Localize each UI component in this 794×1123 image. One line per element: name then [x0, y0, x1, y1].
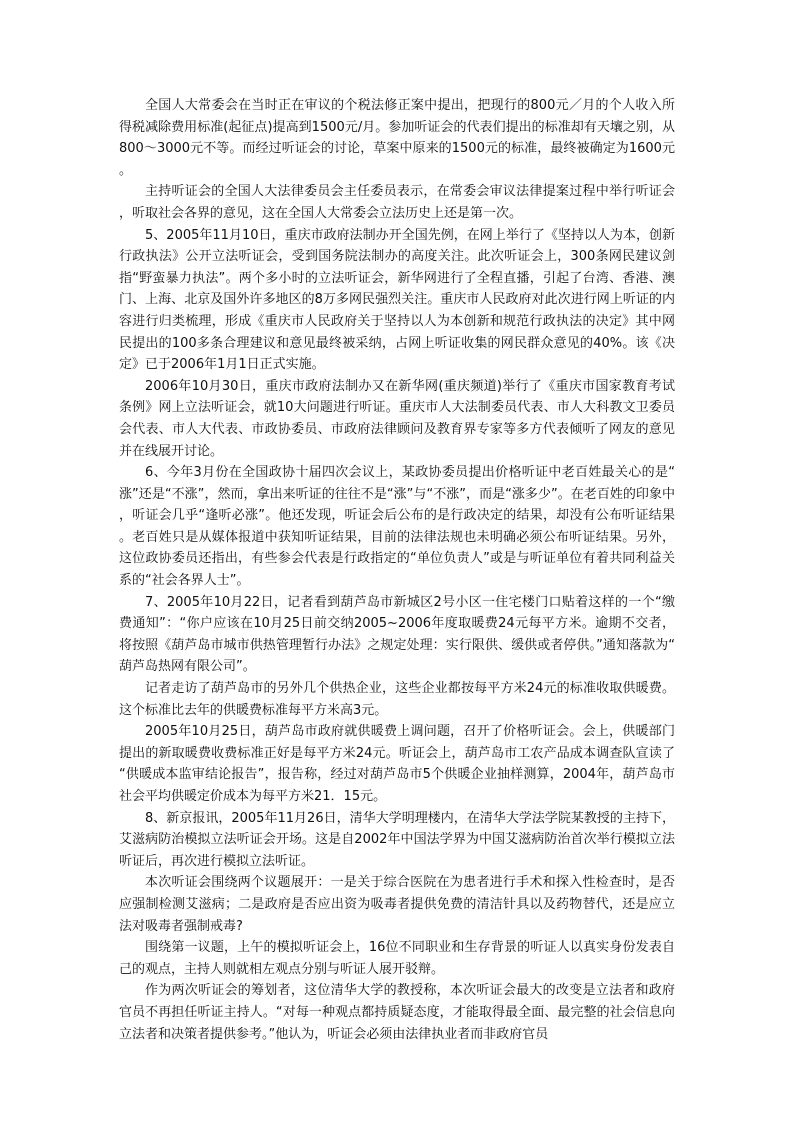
document-body	[119, 95, 675, 1045]
paragraph-10: 本次听证会围绕两个议题展开：一是关于综合医院在为患者进行手术和探入性检查时，是否应强制检测艾滋病；二是政府是否应出资为吸毒者提供免费的清洁针具以及药物替代，还是应立法对吸毒者强制戒毒?	[119, 875, 675, 934]
paragraph-5: 6、今年3月份在全国政协十届四次会议上，某政协委员提出价格听证中老百姓最关心的是“涨”还是“不涨”，然而，拿出来听证的往往不是“涨”与“不涨”，而是“涨多少”。在老百姓的印象中，听证会几乎“逢听必涨”。他还发现，听证会后公布的是行政决定的结果，却没有公布听证结果。老百姓只是从媒体报道中获知听证结果，目前的法律法规也未明确必须公布听证结果。另外，这位政协委员还指出，有些参会代表是行政指定的“单位负责人”或是与听证单位有着共同利益关系的“社会各界人士”。	[119, 465, 675, 589]
paragraph-12: 作为两次听证会的筹划者，这位清华大学的教授称，本次听证会最大的改变是立法者和政府官员不再担任听证主持人。“对每一种观点都持质疑态度，才能取得最全面、最完整的社会信息向立法者和决策者提供参考。”他认为，听证会必须由法律执业者而非政府官员	[119, 983, 675, 1042]
paragraph-9: 8、新京报讯，2005年11月26日，清华大学明理楼内，在清华大学法学院某教授的主持下，艾滋病防治模拟立法听证会开场。这是自2002年中国法学界为中国艾滋病防治首次举行模拟立法听证后，再次进行模拟立法听证。	[119, 810, 675, 869]
paragraph-4: 2006年10月30日，重庆市政府法制办又在新华网(重庆频道)举行了《重庆市国家教育考试条例》网上立法听证会，就10大问题进行听证。重庆市人大法制委员代表、市人大科教文卫委员会代表、市人大代表、市政协委员、市政府法律顾问及教育界专家等多方代表倾听了网友的意见并在线展开讨论。	[119, 378, 675, 459]
paragraph-6: 7、2005年10月22日，记者看到葫芦岛市新城区2号小区一住宅楼门口贴着这样的一个“缴费通知”：“你户应该在10月25日前交纳2005~2006年度取暖费24元每平方米。逾期不交者，将按照《葫芦岛市城市供热管理暂行办法》之规定处理：实行限供、缓供或者停供。”通知落款为“葫芦岛热网有限公司”。	[119, 594, 675, 675]
paragraph-7: 记者走访了葫芦岛市的另外几个供热企业，这些企业都按每平方米24元的标准收取供暖费。这个标准比去年的供暖费标准每平方米高3元。	[119, 681, 675, 718]
paragraph-2: 主持听证会的全国人大法律委员会主任委员表示，在常委会审议法律提案过程中举行听证会，听取社会各界的意见，这在全国人大常委会立法历史上还是第一次。	[119, 184, 675, 221]
paragraph-3: 5、2005年11月10日，重庆市政府法制办开全国先例，在网上举行了《坚持以人为本，创新行政执法》公开立法听证会，受到国务院法制办的高度关注。此次听证会上，300条网民建议剑指“野蛮暴力执法”。两个多小时的立法听证会，新华网进行了全程直播，引起了台湾、香港、澳门、上海、北京及国外许多地区的8万多网民强烈关注。重庆市人民政府对此次进行网上听证的内容进行归类梳理，形成《重庆市人民政府关于坚持以人为本创新和规范行政执法的决定》其中网民提出的100多条合理建议和意见最终被采纳，占网上听证收集的网民群众意见的40%。该《决定》已于2006年1月1日正式实施。	[119, 227, 675, 373]
paragraph-11: 围绕第一议题，上午的模拟听证会上，16位不同职业和生存背景的听证人以真实身份发表自己的观点，主持人则就相左观点分别与听证人展开驳辩。	[119, 940, 675, 977]
paragraph-8: 2005年10月25日，葫芦岛市政府就供暖费上调问题，召开了价格听证会。会上，供暖部门提出的新取暖费收费标准正好是每平方米24元。听证会上，葫芦岛市工农产品成本调查队宣读了“供暖成本监审结论报告”，报告称，经过对葫芦岛市5个供暖企业抽样测算，2004年，葫芦岛市社会平均供暖定价成本为每平方米21．15元。	[119, 724, 675, 804]
paragraph-1: 全国人大常委会在当时正在审议的个税法修正案中提出，把现行的800元／月的个人收入所得税减除费用标准(起征点)提高到1500元/月。参加听证会的代表们提出的标准却有天壤之别，从800～3000元不等。而经过听证会的讨论，草案中原来的1500元的标准，最终被确定为1600元。	[119, 98, 675, 178]
